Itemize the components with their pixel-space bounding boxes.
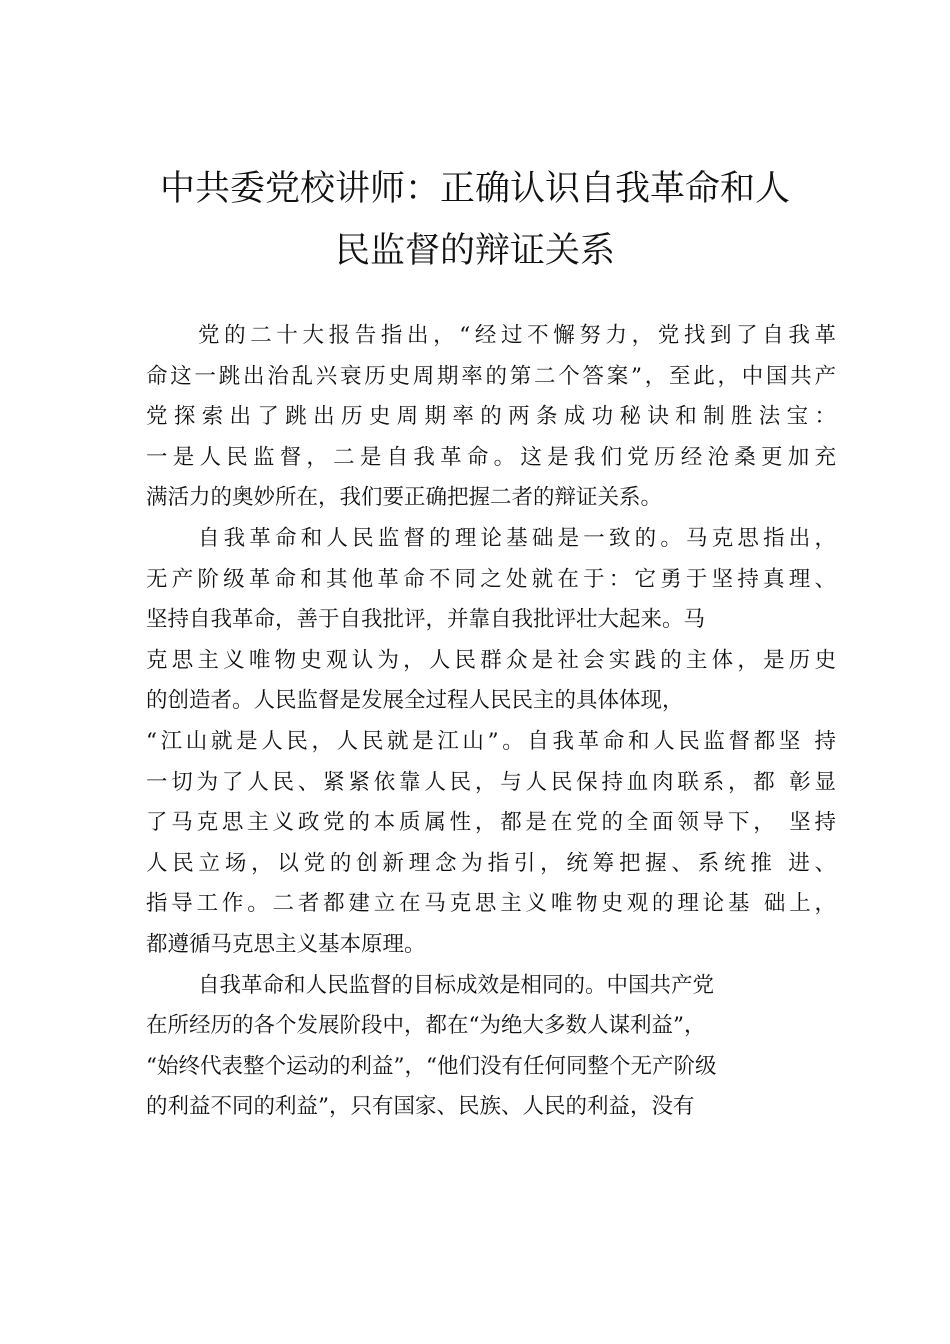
text-line: 命这一跳出治乱兴衰历史周期率的第二个答案”，至此，中国共产 xyxy=(146,363,836,389)
text-line: 无产阶级革命和其他革命不同之处就在于：它勇于坚持真理、 xyxy=(146,566,836,592)
text-line: “江山就是人民，人民就是江山”。自我革命和人民监督都坚 持 xyxy=(146,728,836,754)
title-line-2: 民监督的辩证关系 xyxy=(334,231,615,271)
text-line: 坚持自我革命，善于自我批评，并靠自我批评壮大起来。马 xyxy=(146,607,706,633)
title-line-1: 中共委党校讲师：正确认识自我革命和人 xyxy=(159,169,790,209)
paragraph-3 xyxy=(146,966,836,1128)
text-line: 克思主义唯物史观认为，人民群众是社会实践的主体，是历史 xyxy=(146,647,836,673)
text-line: 一是人民监督，二是自我革命。这是我们党历经沧桑更加充 xyxy=(146,444,836,470)
paragraph-2 xyxy=(146,519,836,966)
text-line: 人民立场，以党的创新理念为指引，统筹把握、系统推 进、 xyxy=(146,850,836,876)
text-line: 都遵循马克思主义基本原理。 xyxy=(146,931,426,957)
text-line: “始终代表整个运动的利益”，“他们没有任何同整个无产阶级 xyxy=(146,1053,717,1079)
text-line: 自我革命和人民监督的目标成效是相同的。中国共产党 xyxy=(198,972,715,998)
paragraph-1 xyxy=(146,316,836,519)
text-line: 自我革命和人民监督的理论基础是一致的。马克思指出， xyxy=(198,525,836,551)
document-body xyxy=(146,316,836,1128)
document-title xyxy=(0,158,950,282)
text-line: 党探索出了跳出历史周期率的两条成功秘诀和制胜法宝： xyxy=(146,404,836,430)
text-line: 了马克思主义政党的本质属性，都是在党的全面领导下， 坚持 xyxy=(146,810,836,836)
text-line: 一切为了人民、紧紧依靠人民，与人民保持血肉联系，都 彰显 xyxy=(146,769,836,795)
text-line: 党的二十大报告指出，“经过不懈努力，党找到了自我革 xyxy=(198,323,836,348)
text-line: 的利益不同的利益”，只有国家、民族、人民的利益，没有 xyxy=(146,1094,695,1120)
text-line: 在所经历的各个发展阶段中，都在“为绝大多数人谋利益”， xyxy=(146,1013,706,1039)
text-line: 指导工作。二者都建立在马克思主义唯物史观的理论基 础上， xyxy=(146,891,836,917)
text-line: 的创造者。人民监督是发展全过程人民民主的具体体现， xyxy=(146,688,684,714)
text-line: 满活力的奥妙所在，我们要正确把握二者的辩证关系。 xyxy=(146,485,663,511)
